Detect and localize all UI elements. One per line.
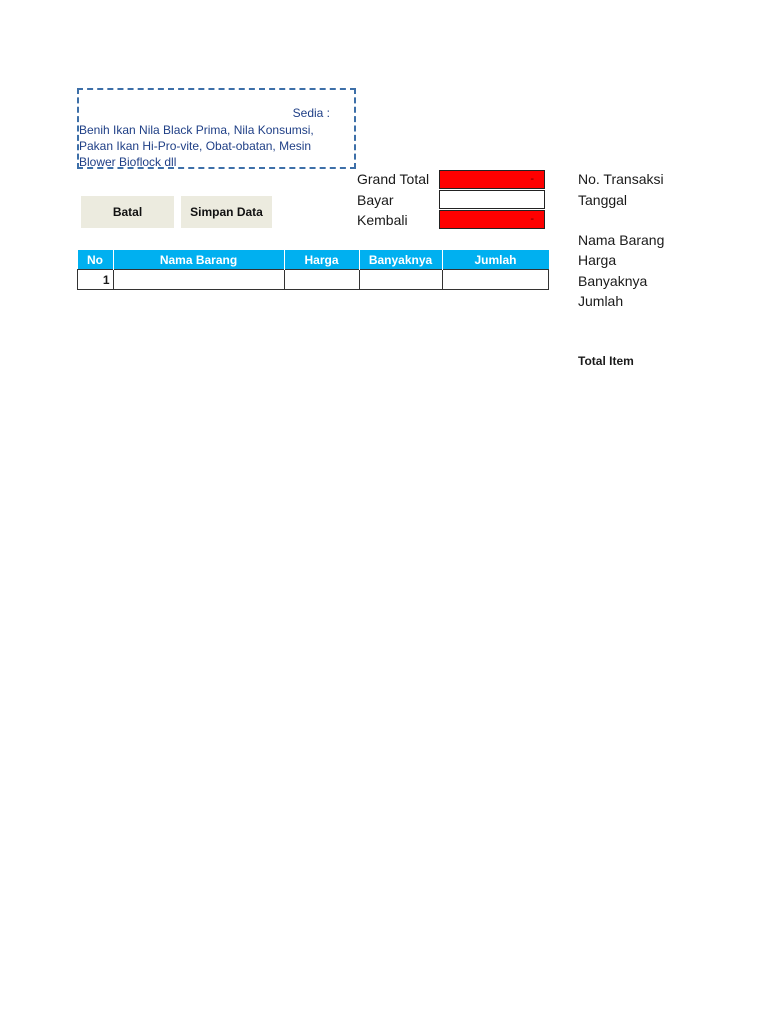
jumlah-label: Jumlah [578, 293, 624, 309]
column-header-harga: Harga [284, 250, 359, 270]
grand-total-field: - [439, 170, 545, 189]
kembali-label: Kembali [357, 212, 408, 228]
harga-label: Harga [578, 252, 617, 268]
cell-nama-barang[interactable] [113, 270, 284, 290]
note-box [77, 88, 356, 169]
note-body: Benih Ikan Nila Black Prima, Nila Konsumsi, Pakan Ikan Hi-Pro-vite, Obat-obatan, Mesin Blower Bioflock dll [79, 123, 314, 169]
column-header-banyaknya: Banyaknya [359, 250, 442, 270]
simpan-data-button[interactable]: Simpan Data [181, 196, 272, 228]
tanggal-label: Tanggal [578, 192, 628, 208]
column-header-jumlah: Jumlah [442, 250, 549, 270]
batal-button[interactable]: Batal [81, 196, 174, 228]
column-header-nama-barang: Nama Barang [113, 250, 284, 270]
cell-no[interactable]: 1 [78, 270, 114, 290]
cell-banyaknya[interactable] [359, 270, 442, 290]
bayar-label: Bayar [357, 192, 394, 208]
no-transaksi-label: No. Transaksi [578, 171, 664, 187]
items-table [77, 250, 549, 290]
bayar-field[interactable] [439, 190, 545, 209]
column-header-no: No [78, 250, 114, 270]
kembali-field: - [439, 210, 545, 229]
grand-total-label: Grand Total [357, 171, 430, 187]
nama-barang-label: Nama Barang [578, 232, 665, 248]
table-row [78, 270, 549, 290]
note-title: Sedia : [292, 106, 330, 120]
banyaknya-label: Banyaknya [578, 273, 648, 289]
total-item-label: Total Item [578, 354, 634, 368]
cell-jumlah[interactable] [442, 270, 549, 290]
cell-harga[interactable] [284, 270, 359, 290]
table-header-row [78, 250, 549, 270]
